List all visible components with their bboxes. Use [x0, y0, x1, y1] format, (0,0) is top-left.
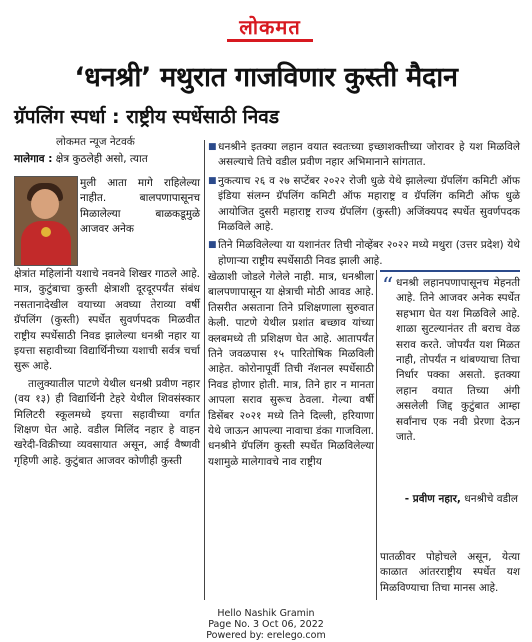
highlight-item: ■ धनश्रीने इतक्या लहान वयात स्वतःच्या इच्छाशक्तीच्या जोरावर हे यश मिळविले असल्याचे तिचे वडील प्रवीण नहार अभिमानाने सांगतात.	[208, 140, 520, 171]
bullet-square-icon: ■	[208, 175, 217, 186]
bullet-square-icon: ■	[208, 142, 217, 152]
dateline: मालेगाव :	[14, 153, 53, 165]
article-column-3	[380, 550, 520, 596]
column-divider	[204, 140, 205, 600]
paragraph-2: तालुक्यातील पाटणे येथील धनश्री प्रवीण नहार (वय १३) ही विद्यार्थिनी टेहरे येथील शिवसंस्कार मिलिटरी स्कूलमध्ये इयत्ता सहावीच्या वर्गात शिक्षण घेत आहे. वडील मिलिंद नहार हे वाहन खरेदी-विक्रीच्या व्यवसायात असून, आई वैष्णवी गृहिणी आहे. कुटुंबात आजवर कोणीही कुस्ती	[14, 377, 200, 467]
highlight-item: ■ नुकत्याच २६ व २७ सप्टेंबर २०२२ रोजी धुळे येथे झालेल्या ग्रॅपलिंग कमिटी ऑफ इंडिया संलग्न ग्रॅपलिंग कमिटी ऑफ महाराष्ट्र व ग्रॅपलिंग कमिटी ऑफ धुळे आयोजित दुसरी महाराष्ट्र राज्य ग्रॅपलिंग (कुस्ती) अजिंक्यपद स्पर्धेत सुवर्णपदक मिळविले आहे.	[208, 174, 520, 236]
highlights-list	[208, 140, 520, 272]
quote-box	[380, 270, 520, 516]
logo-underline	[227, 39, 313, 42]
column-divider	[376, 270, 377, 600]
dhanashri-photo	[14, 176, 78, 266]
footer-edition: Hello Nashik Gramin	[217, 608, 315, 619]
footer-powered-by: Powered by: erelego.com	[206, 630, 326, 641]
quote-mark-icon: “	[382, 274, 394, 299]
article-column-2	[208, 270, 374, 470]
subheadline: ग्रॅपलिंग स्पर्धा : राष्ट्रीय स्पर्धेसाठी निवड	[14, 106, 279, 128]
news-clipping	[8, 8, 524, 608]
quote-text: धनश्री लहानपणापासूनच मेहनती आहे. तिने आजवर अनेक स्पर्धेत सहभाग घेत यश मिळविले आहे. शाळा सुटल्यानंतर ती बराच वेळ सराव करते. जोपर्यंत यश मिळत नाही, तोपर्यंत न थांबण्याचा तिचा निर्धार पक्का असतो. इतक्या लहान वयात तिच्या अंगी असलेली जिद्द कुटुंबात आम्हा सर्वांनाच एक नवी प्रेरणा देऊन जाते.	[396, 277, 520, 444]
masthead	[8, 8, 524, 48]
footer-page-date: Page No. 3 Oct 06, 2022	[208, 619, 324, 630]
bullet-square-icon: ■	[208, 240, 217, 251]
attribution-name: - प्रवीण नहार,	[404, 493, 461, 505]
paragraph-4: पातळीवर पोहोचले असून, येत्या काळात आंतरराष्ट्रीय स्पर्धेत यश मिळविण्याचा तिचा मानस आहे.	[380, 551, 520, 594]
article-intro	[14, 152, 200, 167]
article-column-1	[14, 267, 200, 469]
medal-icon	[41, 227, 51, 237]
photo-wrap-text: मुली आता मागे राहिलेल्या नाहीत. बालपणापासूनच मिळालेल्या बाळकडूमुळे आजवर अनेक	[80, 177, 200, 236]
byline: लोकमत न्यूज नेटवर्क	[56, 136, 135, 148]
attribution-role: धनश्रीचे वडील	[460, 493, 518, 505]
paragraph-1: क्षेत्रांत महिलांनी यशाचे नवनवे शिखर गाठले आहे. मात्र, कुटुंबाचा कुस्ती क्षेत्राशी दूरदूरपर्यंत संबंध नसतानादेखील वयाच्या अवघ्या तेराव्या वर्षी ग्रॅपलिंग (कुस्ती) स्पर्धेत सुवर्णपदक मिळवीत राष्ट्रीय स्पर्धेसाठी निवड झालेल्या धनश्री नहार या इयत्ता सहावीच्या विद्यार्थिनीच्या यशाची सर्वत्र चर्चा सुरू आहे.	[14, 268, 200, 373]
headline: ‘धनश्री’ मथुरात गाजविणार कुस्ती मैदान	[74, 62, 458, 93]
paragraph-3: खेळाशी जोडले गेलेले नाही. मात्र, धनश्रीला बालपणापासून या क्षेत्राची मोठी आवड आहे. तिसरीत असताना तिने प्रशिक्षणाला सुरुवात केली. पाटणे येथील प्रशांत बच्छाव यांच्या क्लबमध्ये ती प्रशिक्षण घेत आहे. आतापर्यंत तिने जवळपास १५ पारितोषिक मिळविली आहेत. कोरोनापूर्वी तिची नॅशनल स्पर्धेसाठी निवड होणार होती. मात्र, तिने हार न मानता आपला सराव सुरूच ठेवला. गेल्या वर्षी डिसेंबर २०२१ मध्ये तिने दिल्ली, हरियाणा येथे जाऊन आपल्या नावाचा डंका गाजविला. धनश्रीने ग्रॅपलिंग कुस्ती स्पर्धेत मिळविलेल्या यशामुळे मालेगावचे नाव राष्ट्रीय	[208, 271, 374, 468]
highlight-item: ■ तिने मिळविलेल्या या यशानंतर तिची नोव्हेंबर २०२२ मध्ये मथुरा (उत्तर प्रदेश) येथे होणाऱ्या राष्ट्रीय स्पर्धेसाठी निवड झाली आहे.	[208, 238, 520, 269]
intro-text: क्षेत्र कुठलेही असो, त्यात	[55, 153, 148, 165]
lokmat-logo: लोकमत	[239, 14, 301, 39]
quote-attribution	[405, 492, 518, 507]
page-footer	[0, 608, 532, 641]
